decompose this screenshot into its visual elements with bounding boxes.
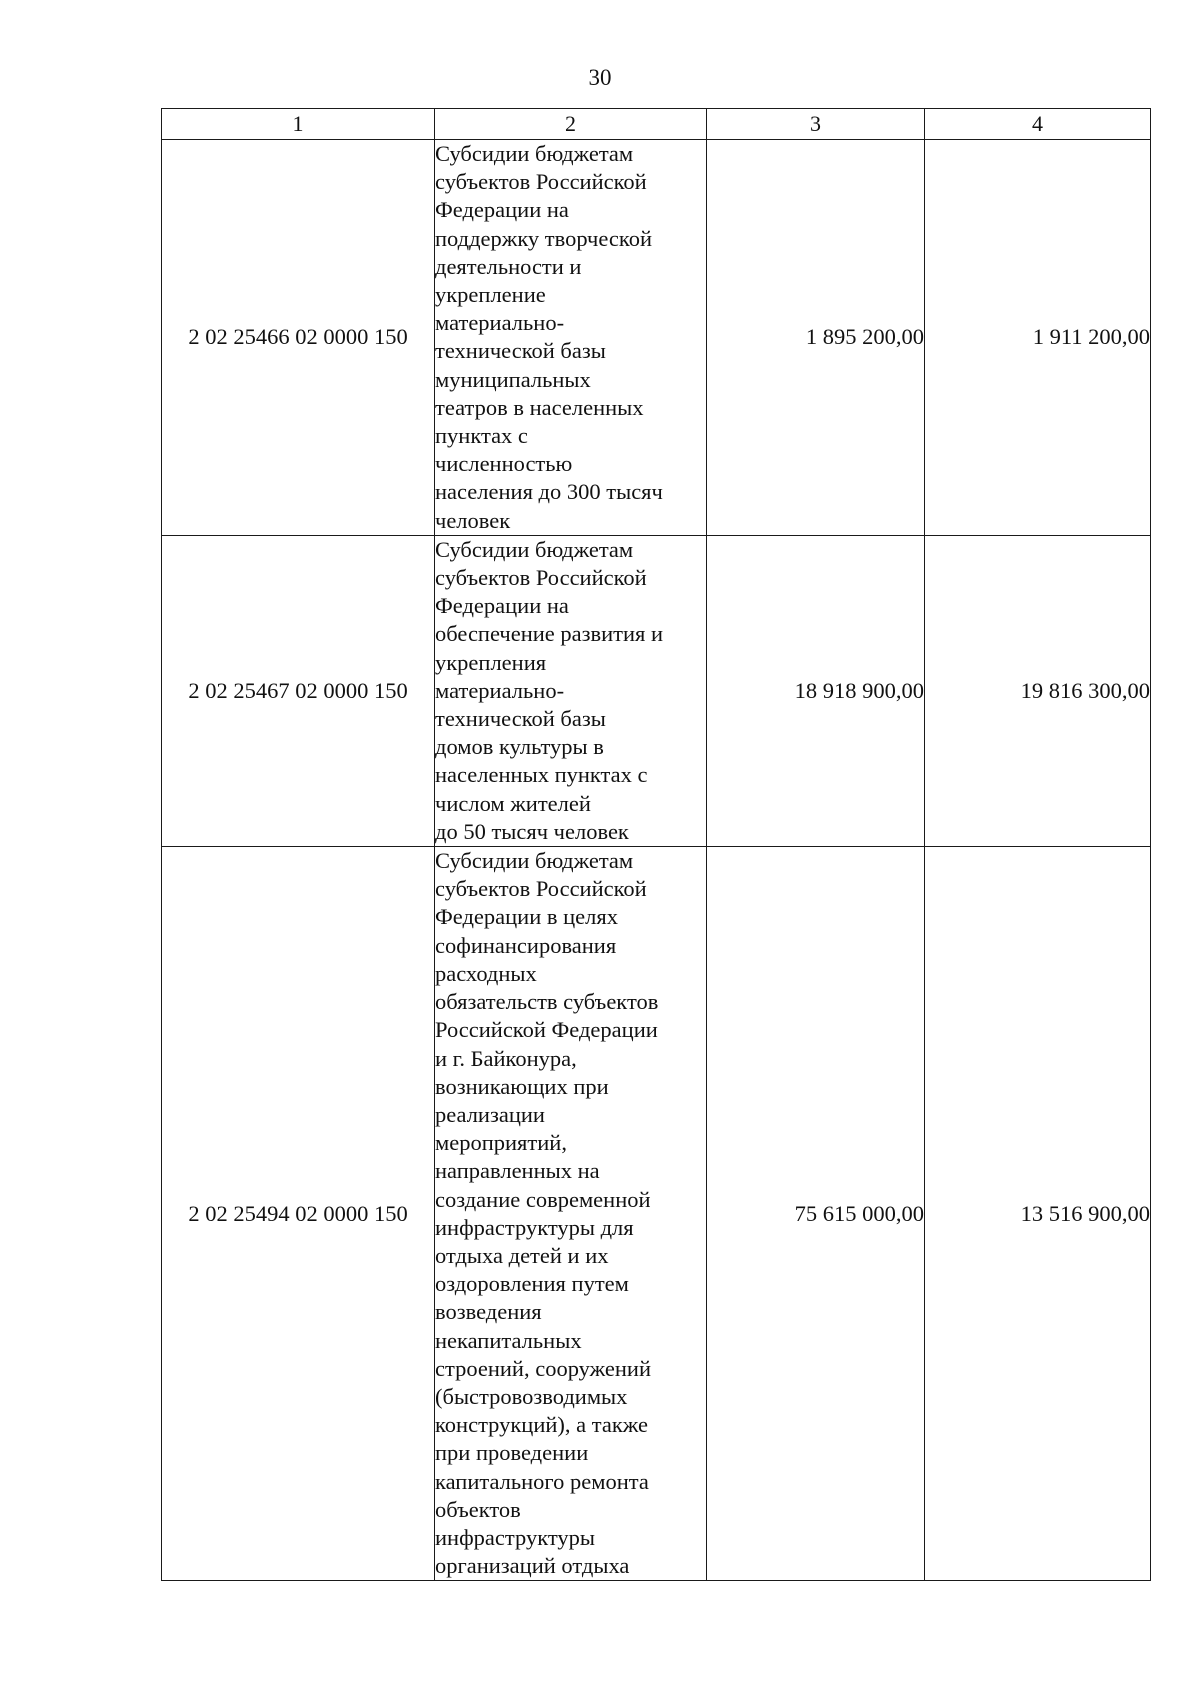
description-line: субъектов Российской xyxy=(435,565,647,591)
description-line: укрепление xyxy=(435,282,546,308)
description-line: укрепления xyxy=(435,649,547,675)
page-number: 30 xyxy=(588,65,612,90)
budget-table xyxy=(161,108,1151,1581)
description-line: объектов xyxy=(435,1496,521,1522)
description-line: возведения xyxy=(435,1299,542,1325)
amount-col4: 19 816 300,00 xyxy=(925,535,1151,846)
description-line: создание современной xyxy=(435,1186,651,1212)
description-line: (быстровозводимых xyxy=(435,1383,628,1409)
description-line: и г. Байконура, xyxy=(435,1045,577,1071)
description-line: Российской Федерации xyxy=(435,1017,658,1043)
description-line: человек xyxy=(435,507,511,533)
description-line: софинансирования xyxy=(435,932,617,958)
amount-col3: 75 615 000,00 xyxy=(707,847,925,1581)
description-line: материально- xyxy=(435,310,565,336)
column-header-1: 1 xyxy=(162,109,435,140)
description-line: субъектов Российской xyxy=(435,876,647,902)
description-line: театров в населенных xyxy=(435,394,644,420)
description-line: населенных пунктах с xyxy=(435,762,648,788)
description-line: обязательств субъектов xyxy=(435,989,659,1015)
table-row xyxy=(162,140,1151,536)
description-line: конструкций), а также xyxy=(435,1412,649,1438)
description-line: технической базы xyxy=(435,706,606,732)
amount-col4: 13 516 900,00 xyxy=(925,847,1151,1581)
description-line: деятельности и xyxy=(435,253,582,279)
description-line: мероприятий, xyxy=(435,1130,567,1156)
description-line: материально- xyxy=(435,677,565,703)
table-row xyxy=(162,847,1151,1581)
description-line: организаций отдыха xyxy=(435,1553,630,1579)
description-line: Федерации на xyxy=(435,593,569,619)
budget-code: 2 02 25466 02 0000 150 xyxy=(162,140,435,536)
description-line: Федерации в целях xyxy=(435,904,618,930)
description-line: при проведении xyxy=(435,1440,589,1466)
amount-col3: 1 895 200,00 xyxy=(707,140,925,536)
description-line: обеспечение развития и xyxy=(435,621,664,647)
table-row xyxy=(162,535,1151,846)
description-line: строений, сооружений xyxy=(435,1355,651,1381)
description-line: оздоровления путем xyxy=(435,1271,629,1297)
description-line: муниципальных xyxy=(435,366,591,392)
description-line: Субсидии бюджетам xyxy=(435,848,634,874)
description-line: направленных на xyxy=(435,1158,600,1184)
description-line: до 50 тысяч человек xyxy=(435,818,629,844)
description-cell xyxy=(435,535,707,846)
description-line: населения до 300 тысяч xyxy=(435,479,663,505)
budget-code: 2 02 25494 02 0000 150 xyxy=(162,847,435,1581)
description-line: Субсидии бюджетам xyxy=(435,141,634,166)
description-cell xyxy=(435,847,707,1581)
column-header-3: 3 xyxy=(707,109,925,140)
table-header-row xyxy=(162,109,1151,140)
description-line: Федерации на xyxy=(435,197,569,223)
description-line: отдыха детей и их xyxy=(435,1242,609,1268)
amount-col3: 18 918 900,00 xyxy=(707,535,925,846)
description-line: технической базы xyxy=(435,338,606,364)
description-line: расходных xyxy=(435,960,537,986)
description-line: некапитальных xyxy=(435,1327,582,1353)
budget-code: 2 02 25467 02 0000 150 xyxy=(162,535,435,846)
description-line: субъектов Российской xyxy=(435,169,647,195)
amount-col4: 1 911 200,00 xyxy=(925,140,1151,536)
description-line: численностью xyxy=(435,451,573,477)
description-line: реализации xyxy=(435,1101,545,1127)
column-header-4: 4 xyxy=(925,109,1151,140)
description-line: капитального ремонта xyxy=(435,1468,649,1494)
description-line: поддержку творческой xyxy=(435,225,652,251)
description-line: числом жителей xyxy=(435,790,591,816)
description-line: Субсидии бюджетам xyxy=(435,536,634,562)
description-line: домов культуры в xyxy=(435,734,604,760)
description-line: возникающих при xyxy=(435,1073,609,1099)
description-line: инфраструктуры для xyxy=(435,1214,634,1240)
column-header-2: 2 xyxy=(435,109,707,140)
description-cell xyxy=(435,140,707,536)
description-line: пунктах с xyxy=(435,423,528,449)
description-line: инфраструктуры xyxy=(435,1524,595,1550)
